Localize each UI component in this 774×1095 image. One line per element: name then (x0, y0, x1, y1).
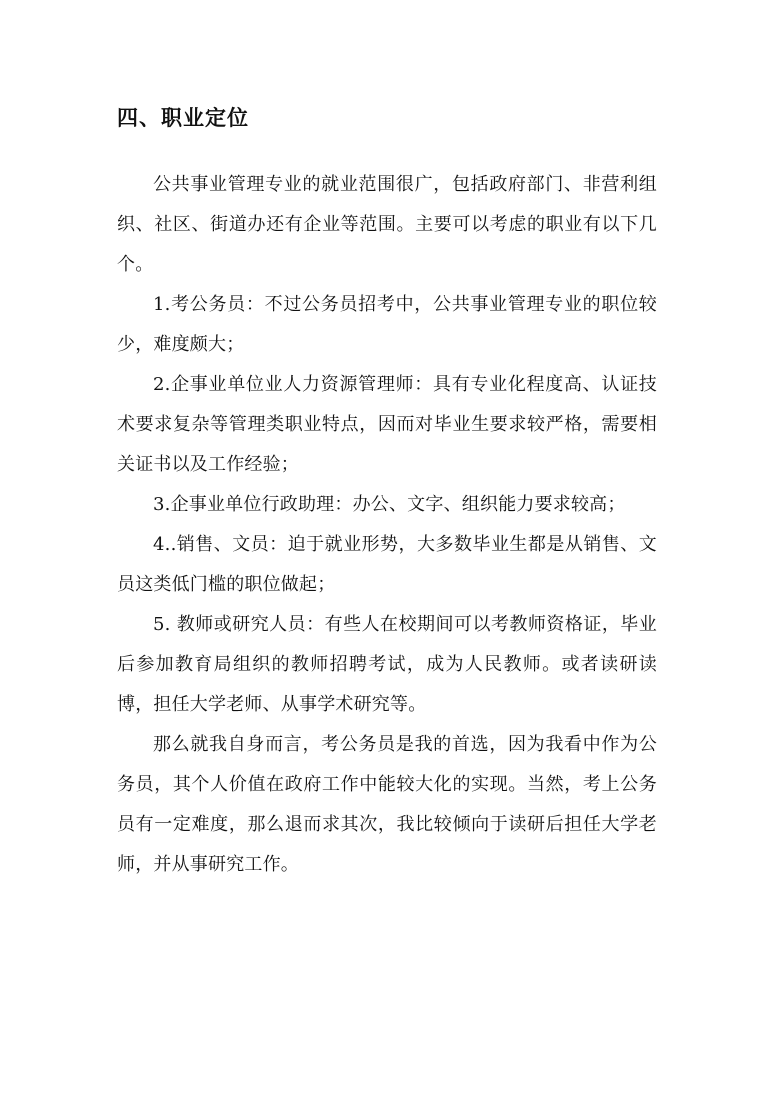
paragraph-item-4: 4..销售、文员：迫于就业形势，大多数毕业生都是从销售、文员这类低门槛的职位做起； (117, 534, 657, 595)
section-heading: 四、职业定位 (117, 106, 249, 130)
paragraph-conclusion: 那么就我自身而言，考公务员是我的首选，因为我看中作为公务员，其个人价值在政府工作中能较大化的实现。当然，考上公务员有一定难度，那么退而求其次，我比较倾向于读研后担任大学老师，并从事研究工作。 (117, 734, 657, 875)
paragraph-item-3: 3.企事业单位行政助理：办公、文字、组织能力要求较高； (153, 494, 626, 515)
paragraph-intro: 公共事业管理专业的就业范围很广，包括政府部门、非营利组织、社区、街道办还有企业等范围。主要可以考虑的职业有以下几个。 (117, 174, 657, 275)
paragraph-item-5: 5. 教师或研究人员：有些人在校期间可以考教师资格证，毕业后参加教育局组织的教师招聘考试，成为人民教师。或者读研读博，担任大学老师、从事学术研究等。 (117, 614, 657, 715)
paragraph-item-1: 1.考公务员：不过公务员招考中，公共事业管理专业的职位较少，难度颇大； (117, 294, 657, 355)
document-body (117, 165, 657, 885)
paragraph-item-2: 2.企事业单位业人力资源管理师：具有专业化程度高、认证技术要求复杂等管理类职业特点，因而对毕业生要求较严格，需要相关证书以及工作经验； (117, 374, 657, 475)
